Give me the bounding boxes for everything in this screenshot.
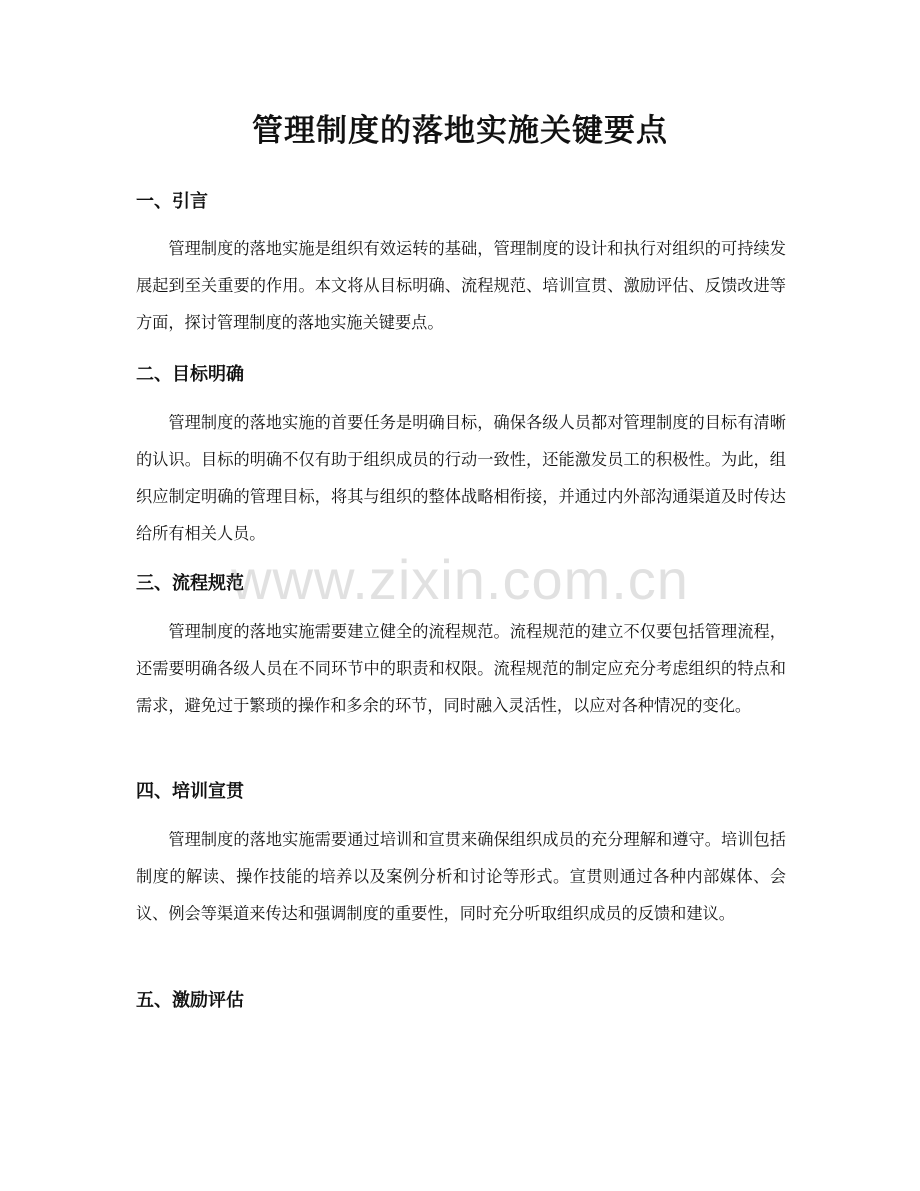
section-paragraph-training: 管理制度的落地实施需要通过培训和宣贯来确保组织成员的充分理解和遵守。培训包括制度的解读、操作技能的培养以及案例分析和讨论等形式。宣贯则通过各种内部媒体、会议、例会等渠道来传达和强调制度的重要性，同时充分听取组织成员的反馈和建议。 [136, 830, 786, 923]
section-heading-introduction: 一、引言 [136, 191, 208, 212]
section-paragraph-introduction: 管理制度的落地实施是组织有效运转的基础，管理制度的设计和执行对组织的可持续发展起到至关重要的作用。本文将从目标明确、流程规范、培训宣贯、激励评估、反馈改进等方面，探讨管理制度的落地实施关键要点。 [136, 239, 786, 332]
document-title: 管理制度的落地实施关键要点 [252, 113, 668, 149]
section-paragraph-process-standards: 管理制度的落地实施需要建立健全的流程规范。流程规范的建立不仅要包括管理流程，还需要明确各级人员在不同环节中的职责和权限。流程规范的制定应充分考虑组织的特点和需求，避免过于繁琐的操作和多余的环节，同时融入灵活性，以应对各种情况的变化。 [136, 622, 786, 715]
section-paragraph-clear-goals: 管理制度的落地实施的首要任务是明确目标，确保各级人员都对管理制度的目标有清晰的认识。目标的明确不仅有助于组织成员的行动一致性，还能激发员工的积极性。为此，组织应制定明确的管理目标，将其与组织的整体战略相衔接，并通过内外部沟通渠道及时传达给所有相关人员。 [136, 413, 786, 543]
section-heading-process-standards: 三、流程规范 [136, 573, 244, 594]
section-heading-training: 四、培训宣贯 [136, 781, 244, 802]
section-heading-incentive-evaluation: 五、激励评估 [136, 990, 244, 1011]
watermark-text: www.zixin.com.cn [231, 548, 689, 611]
section-heading-clear-goals: 二、目标明确 [136, 364, 244, 385]
